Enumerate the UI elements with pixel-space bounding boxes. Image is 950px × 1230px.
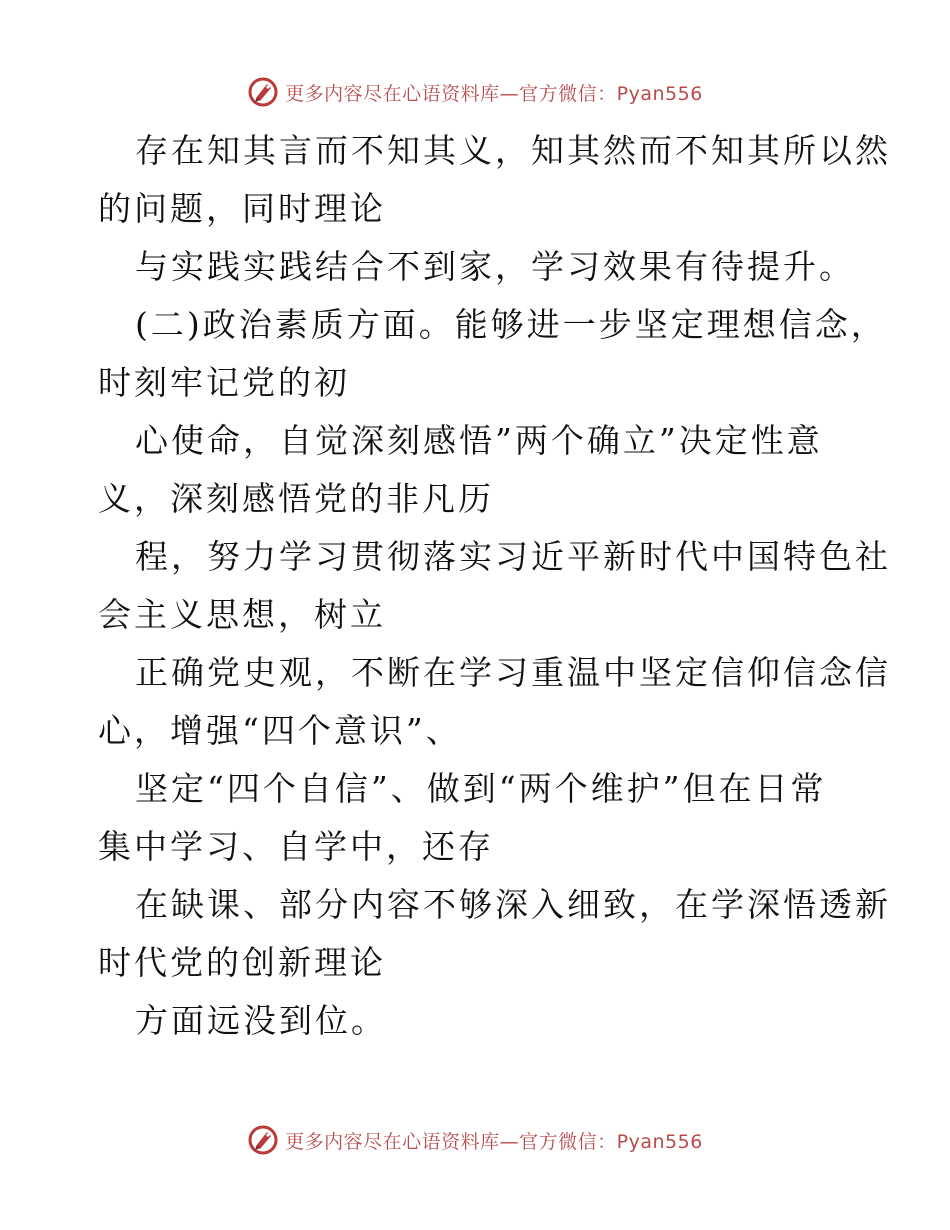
body-line-4: (二)政治素质方面。能够进一步坚定理想信念， bbox=[135, 305, 887, 344]
pen-nib-logo-icon bbox=[247, 76, 279, 108]
body-line-12: 坚定“四个自信”、做到“两个维护”但在日常 bbox=[135, 769, 827, 808]
body-line-11: 心，增强“四个意识”、 bbox=[98, 711, 462, 750]
body-line-10: 正确党史观，不断在学习重温中坚定信仰信念信 bbox=[135, 653, 891, 692]
body-line-15: 时代党的创新理论 bbox=[98, 943, 386, 982]
body-line-9: 会主义思想，树立 bbox=[98, 595, 386, 634]
body-line-3: 与实践实践结合不到家，学习效果有待提升。 bbox=[135, 247, 855, 286]
body-line-2: 的问题，同时理论 bbox=[98, 189, 386, 228]
body-line-13: 集中学习、自学中，还存 bbox=[98, 827, 494, 866]
header-banner-text: 更多内容尽在心语资料库—官方微信：Pyan556 bbox=[285, 82, 703, 105]
body-line-14: 在缺课、部分内容不够深入细致，在学深悟透新 bbox=[135, 885, 891, 924]
pen-nib-logo-icon bbox=[247, 1124, 279, 1156]
body-line-8: 程，努力学习贯彻落实习近平新时代中国特色社 bbox=[135, 537, 891, 576]
body-line-5: 时刻牢记党的初 bbox=[98, 363, 350, 402]
footer-banner-text: 更多内容尽在心语资料库—官方微信：Pyan556 bbox=[285, 1130, 703, 1153]
body-line-6: 心使命，自觉深刻感悟”两个确立”决定性意 bbox=[135, 421, 823, 460]
footer-banner bbox=[0, 1120, 950, 1160]
document-body bbox=[98, 122, 891, 1050]
header-banner bbox=[0, 72, 950, 112]
body-line-16: 方面远没到位。 bbox=[135, 1001, 387, 1040]
body-line-1: 存在知其言而不知其义，知其然而不知其所以然 bbox=[135, 131, 891, 170]
body-line-7: 义，深刻感悟党的非凡历 bbox=[98, 479, 494, 518]
